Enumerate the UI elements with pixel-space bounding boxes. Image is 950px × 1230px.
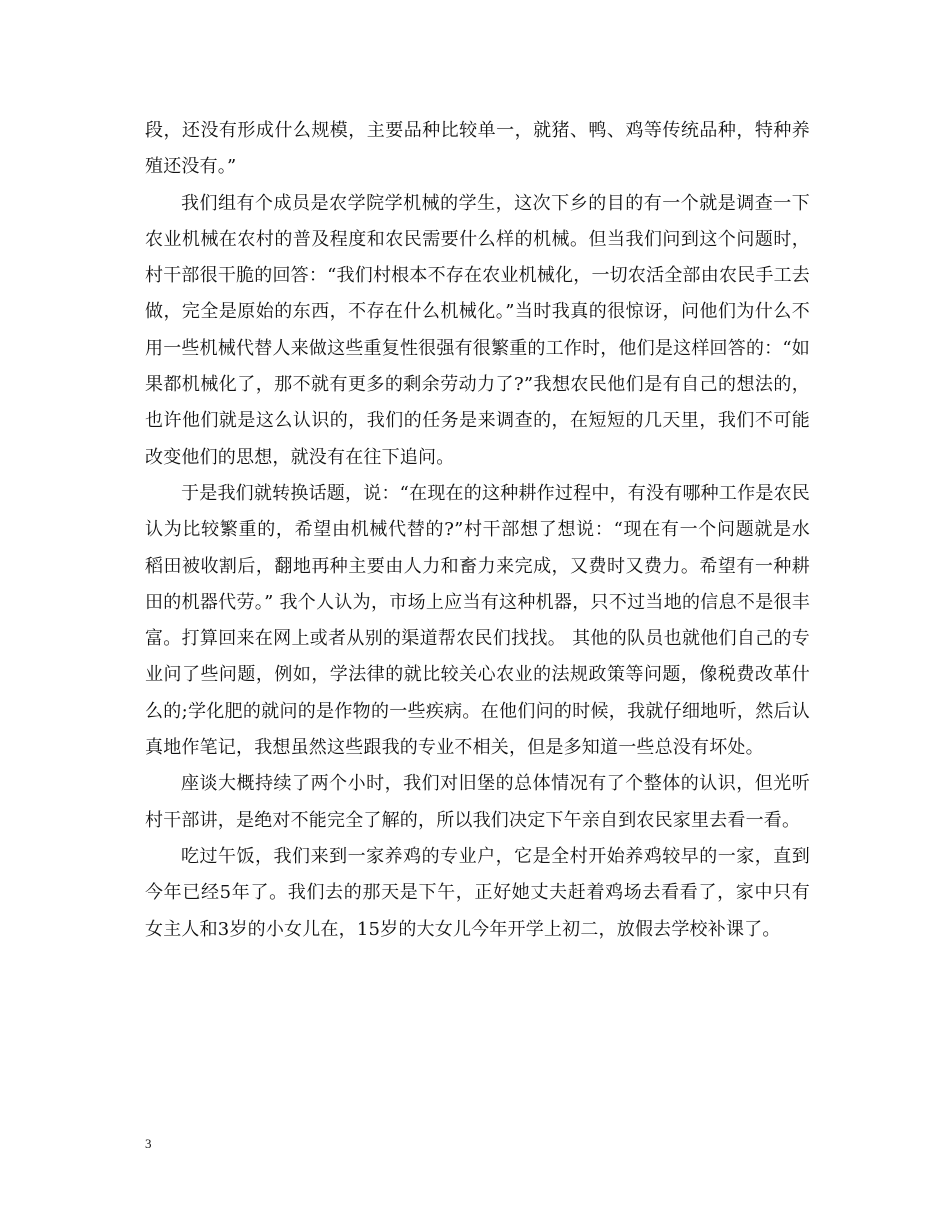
page-number: 3: [145, 1136, 152, 1151]
document-body: [145, 113, 810, 948]
paragraph-continuation: 段，还没有形成什么规模，主要品种比较单一，就猪、鸭、鸡等传统品种，特种养殖还没有。”: [145, 120, 810, 178]
paragraph-meeting-summary: 座谈大概持续了两个小时，我们对旧堡的总体情况有了个整体的认识，但光听村干部讲，是绝对不能完全了解的，所以我们决定下午亲自到农民家里去看一看。: [145, 773, 810, 831]
paragraph-chicken-farmer-visit: 吃过午饭，我们来到一家养鸡的专业户，它是全村开始养鸡较早的一家，直到今年已经5年了。我们去的那天是下午，正好她丈夫赶着鸡场去看看了，家中只有女主人和3岁的小女儿在，15岁的大女儿今年开学上初二，放假去学校补课了。: [145, 845, 810, 940]
paragraph-machinery-survey: 我们组有个成员是农学院学机械的学生，这次下乡的目的有一个就是调查一下农业机械在农村的普及程度和农民需要什么样的机械。但当我们问到这个问题时，村干部很干脆的回答：“我们村根本不存在农业机械化，一切农活全部由农民手工去做，完全是原始的东西，不存在什么机械化。”当时我真的很惊讶，问他们为什么不用一些机械代替人来做这些重复性很强有很繁重的工作时，他们是这样回答的：“如果都机械化了，那不就有更多的剩余劳动力了?”我想农民他们是有自己的想法的，也许他们就是这么认识的，我们的任务是来调查的，在短短的几天里，我们不可能改变他们的思想，就没有在往下追问。: [145, 192, 810, 468]
paragraph-topic-change: 于是我们就转换话题，说：“在现在的这种耕作过程中，有没有哪种工作是农民认为比较繁重的，希望由机械代替的?”村干部想了想说：“现在有一个问题就是水稻田被收割后，翻地再种主要由人力和畜力来完成，又费时又费力。希望有一种耕田的机器代劳。” 我个人认为，市场上应当有这种机器，只不过当地的信息不是很丰富。打算回来在网上或者从别的渠道帮农民们找找。 其他的队员也就他们自己的专业问了些问题，例如，学法律的就比较关心农业的法规政策等问题，像税费改革什么的;学化肥的就问的是作物的一些疾病。在他们问的时候，我就仔细地听，然后认真地作笔记，我想虽然这些跟我的专业不相关，但是多知道一些总没有坏处。: [145, 482, 810, 759]
